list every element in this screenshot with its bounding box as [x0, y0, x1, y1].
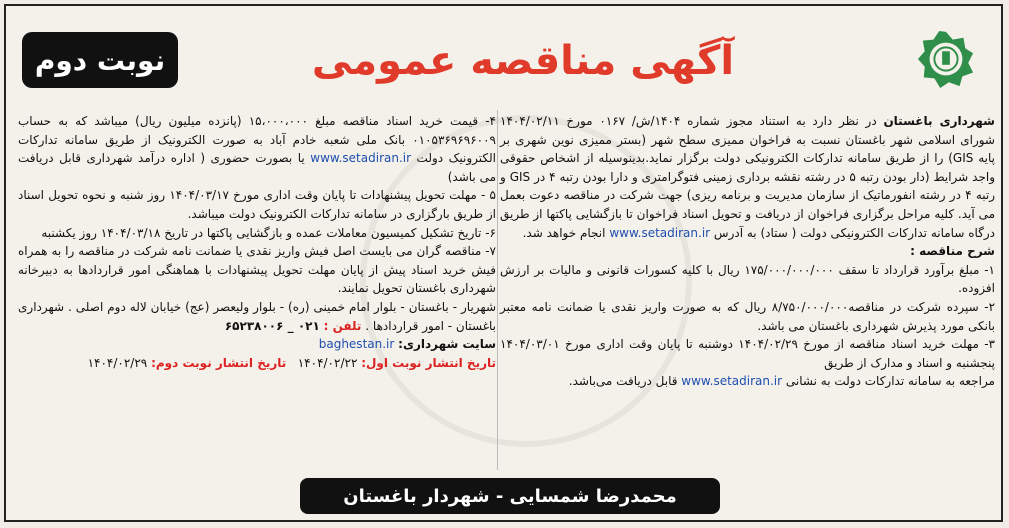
publication-dates: [18, 354, 496, 373]
column-divider: [497, 110, 498, 470]
item-3-end: قابل دریافت می‌باشد.: [568, 374, 678, 389]
intro-text: در نظر دارد به استناد مجوز شماره ۱۴۰۴/ش/ ۰۱۶۷ مورخ ۱۴۰۴/۰۲/۱۱ شورای اسلامی شهر باغستان نسبت به فراخوان ممیزی سطح شهر (بستر ممیزی نوین شهری بر پایه GIS) را از طریق سامانه تدارکات الکترونیکی دولت برگزار نماید.بدینوسیله از اشخاص حقوقی واجد شرایط (دار بودن رتبه ۵ در رشته نقشه برداری زمینی فتوگرامتری و دارا بودن رتبه ۴ در GIS و رتبه ۴ در رشته انفورماتیک از سازمان مدیریت و برنامه ریزی) جهت شرکت در مناقصه دعوت بعمل می آید. کلیه مراحل برگزاری فراخوان از دریافت و تحویل اسناد فراخوان تا بازگشایی پاکتها از طریق درگاه سامانه تدارکات الکترونیکی دولت ( ستاد) به آدرس: [500, 114, 996, 240]
pub2-label: تاریخ انتشار نوبت دوم:: [151, 355, 287, 370]
phone-label: تلفن :: [323, 318, 362, 333]
item-4: [18, 112, 496, 186]
site-link[interactable]: baghestan.ir: [318, 337, 395, 352]
item-4-tail: یا بصورت حضوری ( اداره درآمد شهرداری قابل دریافت می باشد): [18, 151, 496, 184]
item-7: ۷- مناقصه گران می بایست اصل فیش واریز نقدی یا ضمانت نامه شرکت در مناقصه را به همراه فیش خرید اسناد پیش از پایان مهلت تحویل پیشنهادات با هماهنگی امور قراردادها به دبیرخانه شهرداری باغستان تحویل نمایند.: [18, 244, 496, 296]
intro-org: شهرداری باغستان: [883, 114, 995, 128]
header: [8, 8, 999, 104]
site-label: سایت شهرداری:: [398, 337, 496, 352]
round-badge: نوبت دوم: [22, 32, 178, 88]
page-title: آگهی مناقصه عمومی: [311, 38, 735, 84]
phone-value: ۰۲۱ _ ۶۵۲۳۸۰۰۶: [224, 318, 320, 333]
item-1: ۱- مبلغ برآورد قرارداد تا سقف ۱۷۵/۰۰۰/۰۰۰/۰۰۰ ریال با کلیه کسورات قانونی و مالیات بر ارزش افزوده.: [500, 262, 995, 296]
section-heading: شرح مناقصه :: [910, 244, 995, 259]
address-text: شهریار - باغستان - بلوار امام خمینی (ره) - بلوار ولیعصر (عج) خیابان لاله دوم اصلی . شهرداری باغستان - امور قراردادها .: [18, 299, 496, 333]
signature-bar: محمدرضا شمسایی - شهردار باغستان: [300, 478, 720, 514]
pub1-label: تاریخ انتشار نوبت اول:: [361, 355, 496, 370]
left-column: [18, 112, 496, 372]
item-3: ۳- مهلت خرید اسناد مناقصه از مورخ ۱۴۰۴/۰۲/۲۹ دوشنبه تا پایان وقت اداری مورخ ۱۴۰۴/۰۳/۰۱ پنجشنبه و اسناد و مدارک از طریق: [500, 337, 995, 370]
item-4-text: ۴- قیمت خرید اسناد مناقصه مبلغ ۱۵،۰۰۰،۰۰۰ (پانزده میلیون ریال) میباشد که به حساب ۰۱۰۵۳۶۹۶۹۶۰۰۹ بانک ملی شعبه خادم آباد به صورت الکترونیک از طریق سامانه تدارکات الکترونیک دولت: [18, 114, 496, 166]
pub2-value: ۱۴۰۴/۰۲/۲۹: [87, 355, 148, 370]
item-2: ۲- سپرده شرکت در مناقصه۸/۷۵۰/۰۰۰/۰۰۰ ریال که به صورت واریز نقدی یا ضمانت نامه معتبر بانکی مورد پذیرش شهرداری باغستان می باشد.: [500, 299, 996, 333]
site-row: [18, 335, 496, 354]
municipality-emblem-icon: [917, 30, 975, 88]
intro-link[interactable]: www.setadiran.ir: [609, 225, 711, 240]
right-column: [500, 112, 995, 391]
pub1-value: ۱۴۰۴/۰۲/۲۲: [297, 355, 358, 370]
intro-tail: انجام خواهد شد.: [522, 225, 606, 240]
item-3-continuation: [500, 372, 995, 391]
item-3-link[interactable]: www.setadiran.ir: [681, 374, 783, 389]
intro-paragraph: [500, 112, 995, 242]
item-5: ۵ - مهلت تحویل پیشنهادات تا پایان وقت اداری مورخ ۱۴۰۴/۰۳/۱۷ روز شنبه و نحوه تحویل اسناد از طریق بارگزاری در سامانه تدارکات الکترونیک دولت میباشد.: [18, 188, 496, 221]
item-3-tail: مراجعه به سامانه تدارکات دولت به نشانی: [785, 374, 995, 389]
item-4-link[interactable]: www.setadiran.ir: [310, 151, 412, 166]
item-6: ۶- تاریخ تشکیل کمیسیون معاملات عمده و بازگشایی پاکتها در تاریخ ۱۴۰۴/۰۳/۱۸ روز یکشنبه: [41, 225, 496, 240]
address: [18, 298, 496, 335]
